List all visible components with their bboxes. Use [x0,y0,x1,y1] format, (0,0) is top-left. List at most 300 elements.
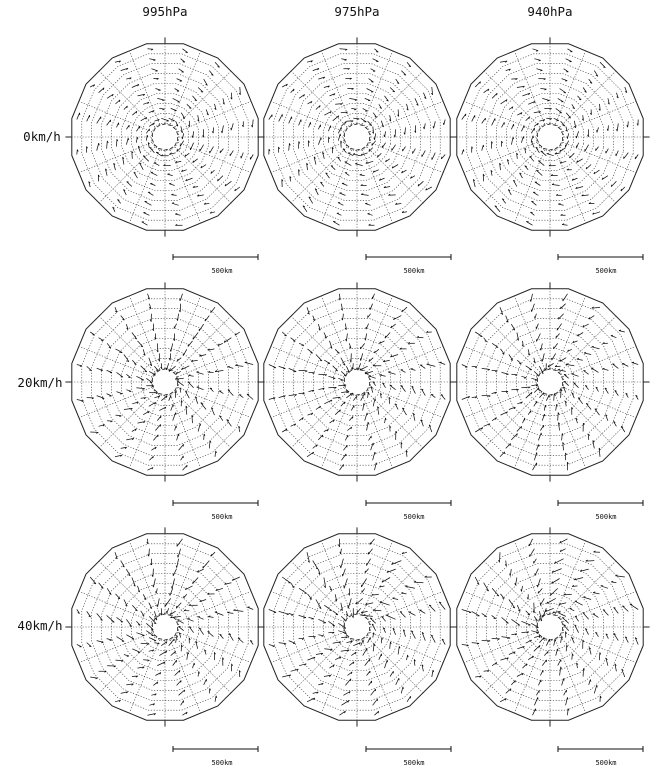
wind-vector [204,203,209,204]
column-title-995hpa: 995hPa [142,4,188,19]
wind-vector [379,178,384,180]
wind-vector [161,396,167,401]
wind-vector [423,93,426,99]
wind-vector [127,182,132,187]
wind-vector [179,69,184,73]
wind-vector [289,641,296,644]
scale-label: 500km [403,267,425,275]
wind-vector [159,651,167,656]
wind-vector [371,386,373,392]
wind-vector [153,79,158,80]
wind-vector [132,429,137,432]
wind-vector [169,183,175,185]
wind-vector [502,141,503,147]
wind-vector [316,355,322,361]
wind-vector [151,694,156,696]
wind-vector [407,655,409,660]
wind-vector [360,343,364,349]
wind-vector [422,665,424,672]
wind-vector [187,104,192,108]
grid-spoke [321,640,352,715]
wind-vector [318,324,320,330]
wind-vector [402,552,407,554]
wind-vector [380,393,381,398]
wind-vector [316,653,323,654]
wind-vector [279,114,283,121]
wind-vector [313,445,318,449]
wind-vector [540,89,546,91]
wind-vector [291,338,296,342]
grid-spoke [77,142,152,173]
wind-vector [589,434,590,440]
wind-vector [527,594,528,599]
wind-vector [517,360,521,364]
wind-vector [595,632,598,636]
grid-spoke [178,387,253,418]
wind-vector [422,632,425,640]
grid-spoke [462,101,537,132]
wind-vector [291,424,296,427]
wind-vector [341,650,349,651]
wind-vector [517,86,525,87]
wind-vector [595,409,600,415]
wind-vector-core [549,149,553,150]
wind-vector [501,412,508,415]
wind-vector [607,125,608,130]
wind-vector [343,691,350,695]
wind-vector [552,353,556,360]
wind-vector [585,145,589,152]
wind-vector [528,411,531,415]
wind-vector [379,654,382,660]
wind-vector [363,403,365,410]
wind-vector [173,660,177,666]
wind-vector [177,539,183,547]
wind-vector [536,691,539,696]
wind-vector [548,363,554,367]
wind-vector [141,117,147,121]
wind-vector [389,115,390,121]
wind-vector [183,465,188,470]
wind-vector [413,413,415,421]
wind-vector [309,122,311,127]
wind-vector [341,371,346,375]
wind-vector [324,429,329,431]
wind-vector [501,349,505,354]
wind-vector [342,314,344,320]
wind-vector [318,569,320,574]
wind-vector [242,121,243,127]
wind-vector [153,682,158,686]
wind-vector [368,121,372,125]
wind-vector [540,425,543,430]
wind-vector [570,153,575,158]
wind-vector [580,569,589,571]
grid-spoke [98,70,155,127]
grid-spoke [370,387,445,418]
wind-vector [318,77,325,79]
wind-vector [536,334,540,342]
wind-vector [407,696,411,702]
wind-vector [475,676,481,677]
wind-vector [181,701,184,706]
wind-vector [588,129,589,137]
wind-vector [149,402,156,406]
wind-vector [335,349,339,353]
wind-vector [107,394,112,397]
wind-vector [231,123,234,130]
wind-vector-core [365,617,368,620]
grid-spoke [560,560,617,617]
wind-vector [415,125,416,132]
wind-vector [223,98,225,104]
wind-vector [330,420,335,423]
wind-vector [586,165,591,170]
wind-vector [77,610,80,614]
wind-vector [341,603,343,611]
grid-spoke [563,101,638,132]
wind-vector [328,137,329,143]
wind-vector [606,634,609,639]
wind-vector [185,586,192,590]
wind-vector [502,391,509,392]
wind-vector [320,182,324,186]
scale-label: 500km [403,513,425,521]
wind-vector [591,368,598,372]
wind-vector [307,698,315,702]
wind-vector [148,294,150,299]
wind-vector [107,343,111,348]
wind-vector [395,203,401,204]
wind-vector [426,331,432,332]
wind-vector [509,407,516,409]
wind-vector [279,147,280,153]
wind-vector [126,78,131,80]
wind-vector [373,382,376,386]
wind-vector [383,628,385,633]
wind-vector [150,147,155,153]
wind-vector [424,123,426,129]
wind-vector [558,98,564,101]
wind-vector-core [360,125,364,126]
wind-vector [536,69,542,71]
wind-vector [149,393,158,394]
wind-vector-core [365,127,368,130]
wind-vector [269,149,270,155]
wind-vector [176,371,181,373]
wind-vector [351,108,356,110]
wind-vector [562,433,564,440]
wind-vector [574,121,576,128]
wind-vector [534,559,537,564]
wind-vector [421,420,423,427]
wind-vector [606,149,609,154]
wind-vector [238,638,243,643]
wind-vector [570,608,575,611]
grid-spoke [77,346,152,377]
wind-vector [348,588,349,595]
wind-vector [539,120,545,122]
grid-spoke [462,142,537,173]
wind-vector [585,628,588,634]
wind-vector [615,664,617,671]
wind-vector [574,578,583,580]
wind-vector [568,49,573,52]
wind-vector [385,418,387,423]
wind-vector [482,368,490,370]
wind-vector [309,617,314,619]
wind-vector [535,182,541,186]
wind-vector [220,416,223,421]
wind-vector [138,146,141,153]
grid-spoke [129,294,160,369]
wind-vector [318,125,320,130]
grid-spoke [362,395,393,470]
wind-vector [390,671,393,676]
wind-vector-core [547,369,551,370]
wind-vector [155,89,160,91]
wind-vector [566,632,567,638]
wind-vector [241,153,244,159]
wind-vector [341,141,342,148]
grid-spoke [555,150,586,225]
grid-spoke [462,346,537,377]
wind-vector [392,165,398,169]
wind-vector [148,142,149,147]
wind-vector [143,212,149,215]
wind-vector [333,611,338,615]
wind-vector [307,163,308,170]
wind-vector [183,49,188,53]
wind-vector [534,401,537,406]
wind-vector [121,316,125,320]
wind-vector [151,559,152,565]
wind-vector [482,145,484,151]
wind-vector [622,606,628,612]
wind-vector [183,712,188,715]
wind-vector [431,635,435,643]
scale-label: 500km [211,759,233,767]
wind-vector [338,378,343,380]
wind-vector [508,190,511,195]
wind-vector [90,332,94,335]
grid-spoke [321,150,352,225]
wind-vector [339,193,345,196]
wind-vector [228,612,234,614]
wind-vector [401,592,406,594]
wind-vector [511,619,520,625]
wind-vector [324,111,331,115]
grid-spoke [367,147,424,204]
wind-vector [515,578,517,586]
wind-vector [372,294,374,299]
wind-vector [413,149,416,154]
wind-vector [407,104,409,110]
wind-vector [89,182,91,188]
wind-vector [554,343,558,349]
wind-vector [361,393,365,401]
wind-vector [373,365,381,366]
wind-vector [606,415,608,421]
wind-vector [589,79,592,83]
wind-vector [341,59,346,61]
wind-vector [126,138,128,145]
grid-spoke [178,632,253,663]
wind-vector [526,366,532,370]
wind-vector [577,358,583,360]
wind-vector [600,652,601,660]
wind-vector [576,187,584,189]
wind-vector [154,643,159,645]
wind-vector [542,353,545,361]
wind-vector [352,608,353,617]
wind-vector [143,156,149,162]
wind-vector [136,376,143,380]
grid-spoke [290,392,347,449]
wind-vector [528,656,533,660]
wind-vector [525,166,529,170]
wind-vector [239,87,240,95]
wind-vector [154,396,159,398]
wind-vector [384,131,386,137]
wind-vector [105,169,107,176]
wind-vector [189,627,193,633]
wind-vector [366,161,373,163]
wind-vector [341,304,342,311]
wind-vector [282,675,291,677]
wind-vector [215,62,220,67]
wind-vector [337,213,342,215]
grid-spoke [321,539,352,614]
wind-vector [603,610,608,616]
wind-vector [126,390,131,392]
wind-vector [141,643,149,644]
wind-vector [372,126,373,133]
wind-vector [239,670,240,677]
wind-vector [564,690,567,695]
grid-spoke [367,637,424,694]
wind-vector [537,579,540,588]
wind-vector [87,115,90,121]
wind-vector [401,370,406,373]
wind-vector [619,330,625,332]
wind-vector [572,374,579,377]
wind-vector [157,598,159,606]
wind-vector [373,113,377,118]
wind-vector [533,49,539,51]
wind-vector [462,365,468,368]
wind-vector [552,579,560,584]
wind-vector [177,358,181,361]
wind-vector [308,413,313,415]
wind-vector [622,669,625,677]
wind-vector [538,79,545,80]
wind-vector [558,423,559,431]
wind-vector [502,122,505,127]
wind-vector [114,163,116,170]
wind-vector [235,187,240,191]
wind-vector [556,334,560,338]
wind-vector [367,422,369,430]
wind-vector [367,89,374,93]
wind-vector [472,611,480,616]
grid-spoke [170,539,201,614]
wind-vector [107,666,116,667]
wind-vector [136,388,144,390]
wind-vector [546,608,554,611]
wind-vector [107,120,111,126]
grid-ring [536,613,563,640]
wind-vector [221,125,223,133]
wind-vector [175,161,181,163]
wind-vector [338,203,344,206]
wind-vector [408,342,415,343]
wind-vector [373,59,379,62]
wind-vector [143,349,145,355]
column-title-940hpa: 940hPa [527,4,573,19]
wind-vector [635,155,638,160]
wind-vector [349,98,357,100]
wind-vector-core [356,639,360,640]
wind-vector [502,617,509,623]
wind-vector [299,170,300,176]
grid-spoke [555,294,586,369]
wind-vector [422,151,426,157]
wind-vector [151,172,158,175]
wind-vector [116,594,121,599]
wind-vector [406,450,407,456]
wind-vector-core [360,370,364,371]
wind-vector [282,179,283,187]
wind-vector [198,115,200,121]
wind-vector [536,170,542,175]
wind-vector [138,94,145,96]
wind-vector [124,106,128,110]
wind-vector [282,332,286,336]
wind-vector [507,159,509,164]
wind-vector [384,186,390,187]
wind-vector [560,358,567,362]
wind-vector [333,116,339,121]
wind-vector [332,147,333,153]
wind-vector [576,143,578,148]
wind-vector [299,370,308,372]
wind-vector [107,588,111,594]
wind-vector [339,539,340,547]
wind-vector [196,641,198,649]
wind-vector [567,349,571,351]
wind-vector [169,396,171,401]
wind-vector [351,405,354,410]
grid-spoke [175,70,232,127]
grid-spoke [170,294,201,369]
grid-spoke [321,395,352,470]
wind-vector [439,602,445,610]
wind-vector [250,155,253,160]
wind-vector [431,87,432,95]
wind-vector [175,89,180,92]
wind-vector [346,641,352,643]
wind-vector [143,660,149,661]
wind-vector [492,663,497,666]
wind-vector [179,444,184,450]
grid-spoke [362,640,393,715]
wind-vector [492,93,497,98]
wind-vector [279,643,287,645]
wind-vector [534,645,540,651]
grid-spoke [269,632,344,663]
wind-vector [200,600,206,602]
